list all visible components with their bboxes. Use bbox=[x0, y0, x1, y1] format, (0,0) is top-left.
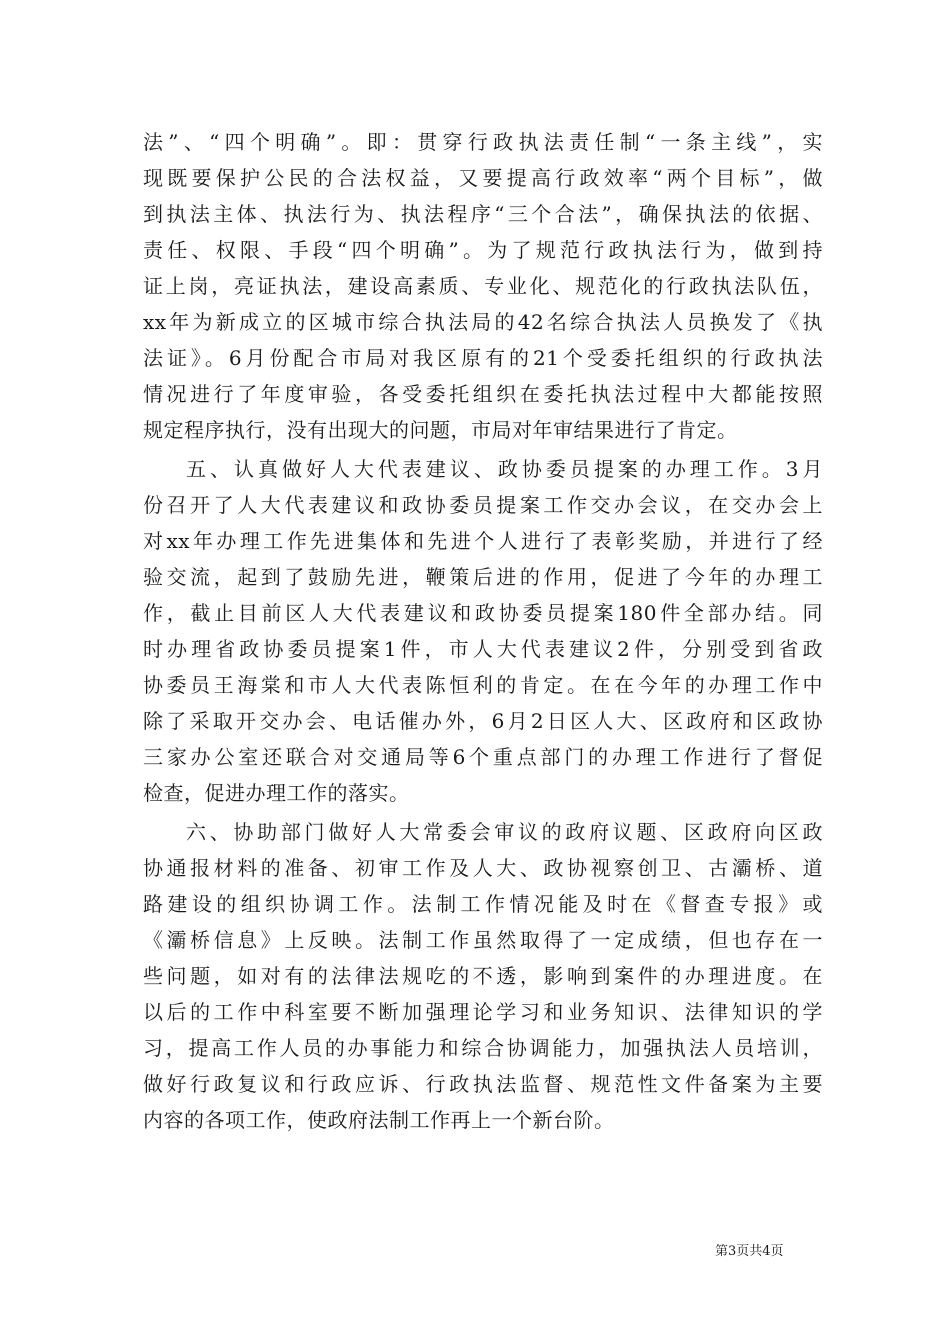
text-line: 时办理省政协委员提案1件，市人大代表建议2件，分别受到省政 bbox=[143, 637, 823, 661]
text-line: 责任、权限、手段“四个明确”。为了规范行政执法行为，做到持 bbox=[143, 238, 823, 262]
text-line: 内容的各项工作，使政府法制工作再上一个新台阶。 bbox=[143, 1108, 615, 1132]
text-line: 路建设的组织协调工作。法制工作情况能及时在《督查专报》或 bbox=[143, 892, 823, 916]
text-line: 证上岗，亮证执法，建设高素质、专业化、规范化的行政执法队伍， bbox=[143, 274, 823, 298]
section-five-first-line: 五、认真做好人大代表建议、政协委员提案的办理工作。3月 bbox=[186, 457, 823, 481]
text-line: 作，截止目前区人大代表建议和政协委员提案180件全部办结。同 bbox=[143, 601, 823, 625]
text-line: 协通报材料的准备、初审工作及人大、政协视察创卫、古灞桥、道 bbox=[143, 856, 823, 880]
text-line: 三家办公室还联合对交通局等6个重点部门的办理工作进行了督促 bbox=[143, 745, 823, 769]
text-line: 《灞桥信息》上反映。法制工作虽然取得了一定成绩，但也存在一 bbox=[143, 928, 823, 952]
text-line: 规定程序执行，没有出现大的问题，市局对年审结果进行了肯定。 bbox=[143, 418, 738, 442]
text-line: 到执法主体、执法行为、执法程序“三个合法”，确保执法的依据、 bbox=[143, 202, 823, 226]
text-line: 协委员王海棠和市人大代表陈恒利的肯定。在在今年的办理工作中 bbox=[143, 673, 823, 697]
text-line: 现既要保护公民的合法权益，又要提高行政效率“两个目标”，做 bbox=[143, 166, 823, 190]
text-line: 法证》。6月份配合市局对我区原有的21个受委托组织的行政执法 bbox=[143, 346, 823, 370]
text-line: 对xx年办理工作先进集体和先进个人进行了表彰奖励，并进行了经 bbox=[143, 529, 823, 553]
text-line: 份召开了人大代表建议和政协委员提案工作交办会议，在交办会上 bbox=[143, 493, 823, 517]
text-line: xx年为新成立的区城市综合执法局的42名综合执法人员换发了《执 bbox=[143, 310, 823, 334]
text-line: 情况进行了年度审验，各受委托组织在委托执法过程中大都能按照 bbox=[143, 382, 823, 406]
page-number-footer: 第3页共4页 bbox=[715, 1244, 784, 1259]
text-line: 验交流，起到了鼓励先进，鞭策后进的作用，促进了今年的办理工 bbox=[143, 565, 823, 589]
text-line: 除了采取开交办会、电话催办外，6月2日区人大、区政府和区政协 bbox=[143, 709, 823, 733]
section-six-first-line: 六、协助部门做好人大常委会审议的政府议题、区政府向区政 bbox=[186, 820, 823, 844]
text-line: 以后的工作中科室要不断加强理论学习和业务知识、法律知识的学 bbox=[143, 1000, 823, 1024]
text-line: 检查，促进办理工作的落实。 bbox=[143, 781, 410, 805]
text-line: 做好行政复议和行政应诉、行政执法监督、规范性文件备案为主要 bbox=[143, 1072, 823, 1096]
text-line: 法”、“四个明确”。即：贯穿行政执法责任制“一条主线”，实 bbox=[143, 130, 823, 154]
text-line: 些问题，如对有的法律法规吃的不透，影响到案件的办理进度。在 bbox=[143, 964, 823, 988]
text-line: 习，提高工作人员的办事能力和综合协调能力，加强执法人员培训， bbox=[143, 1036, 823, 1060]
